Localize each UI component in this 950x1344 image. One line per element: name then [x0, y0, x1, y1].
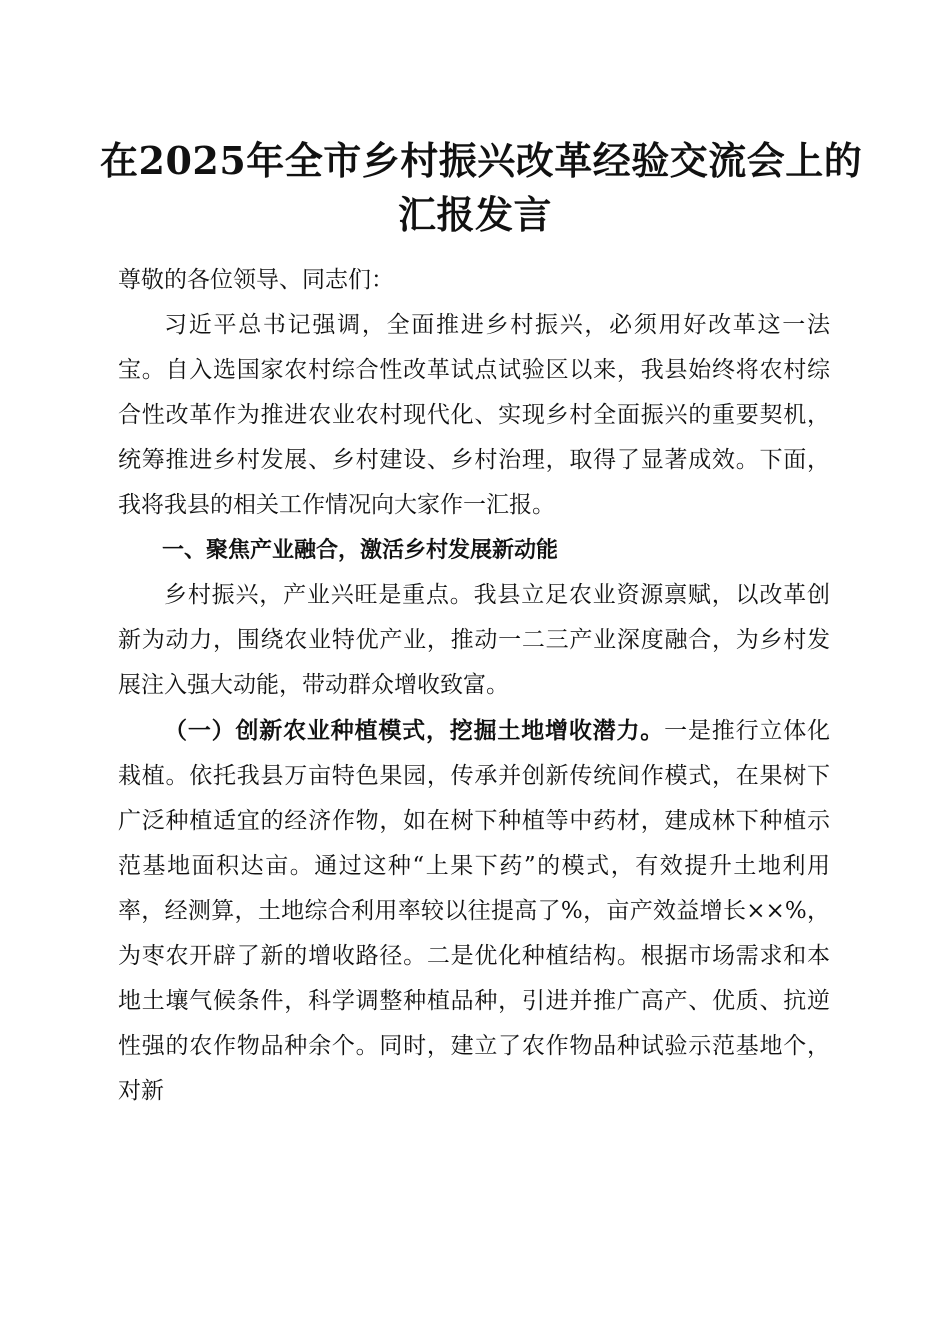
section-heading-1: 一、聚焦产业融合，激活乡村发展新动能: [162, 538, 559, 563]
document-body: [118, 258, 830, 1114]
intro-paragraph: 习近平总书记强调，全面推进乡村振兴，必须用好改革这一法宝。自入选国家农村综合性改革试点试验区以来，我县始终将农村综合性改革作为推进农业农村现代化、实现乡村全面振兴的重要契机，统筹推进乡村发展、乡村建设、乡村治理，取得了显著成效。下面，我将我县的相关工作情况向大家作一汇报。: [118, 312, 830, 518]
section-1-paragraph: 乡村振兴，产业兴旺是重点。我县立足农业资源禀赋，以改革创新为动力，围绕农业特优产业，推动一二三产业深度融合，为乡村发展注入强大动能，带动群众增收致富。: [118, 582, 830, 698]
subsection-1-title: （一）创新农业种植模式，挖掘土地增收潜力。: [164, 717, 665, 744]
subsection-1-paragraph: [118, 708, 830, 1114]
title-line-1: 在2025年全市乡村振兴改革经验交流会上的: [100, 138, 863, 183]
subsection-1-text: 一是推行立体化栽植。依托我县万亩特色果园，传承并创新传统间作模式，在果树下广泛种植适宜的经济作物，如在树下种植等中药材，建成林下种植示范基地面积达亩。通过这种“上果下药”的模式，有效提升土地利用率，经测算，土地综合利用率较以往提高了%，亩产效益增长××%，为枣农开辟了新的增收路径。二是优化种植结构。根据市场需求和本地土壤气候条件，科学调整种植品种，引进并推广高产、优质、抗逆性强的农作物品种余个。同时，建立了农作物品种试验示范基地个，对新: [118, 718, 831, 1104]
title-line-2: 汇报发言: [397, 192, 552, 237]
salutation: 尊敬的各位领导、同志们：: [118, 267, 394, 293]
document-title: [100, 134, 863, 242]
